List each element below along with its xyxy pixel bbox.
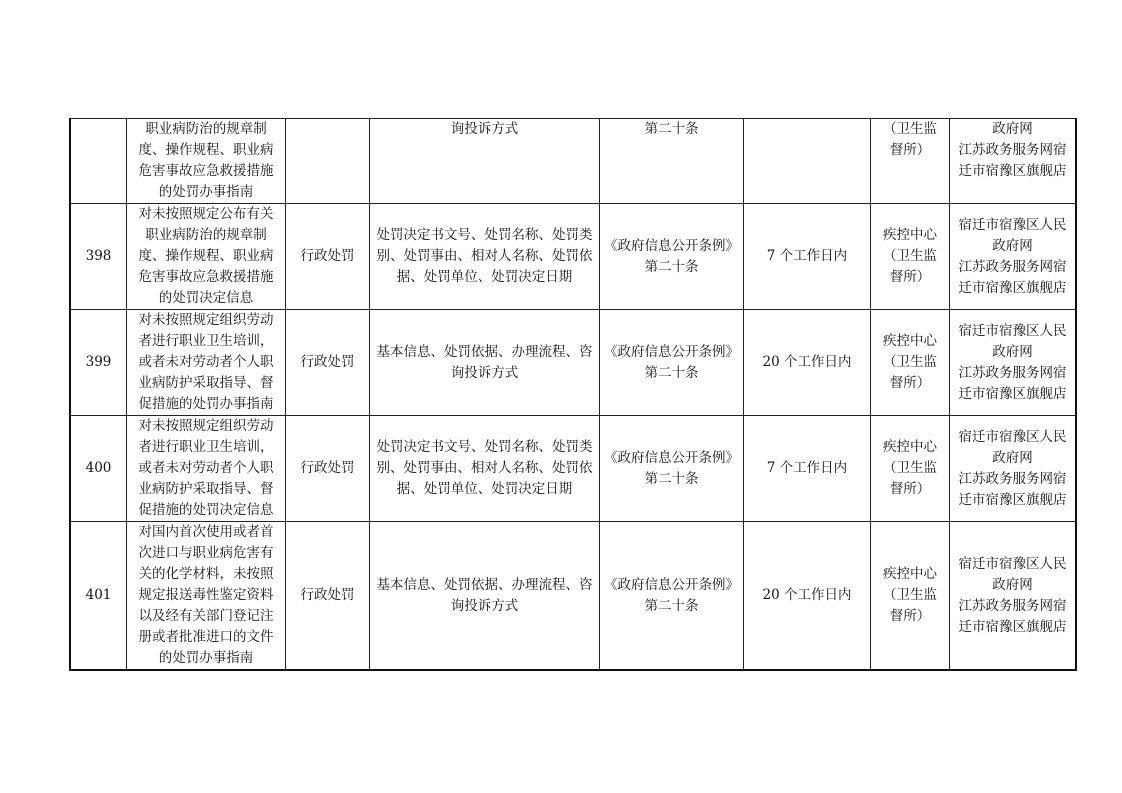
cell-line: 促措施的处罚办事指南 xyxy=(138,396,274,412)
cell-time-limit xyxy=(744,119,871,204)
cell-line: 迁市宿豫区旗舰店 xyxy=(958,491,1067,508)
cell-line: 迁市宿豫区旗舰店 xyxy=(958,163,1067,179)
cell-line: （卫生监 xyxy=(883,587,937,603)
cell-line: 疾控中心 xyxy=(883,566,937,582)
cell-line: 处罚决定书文号、处罚名称、处罚类 xyxy=(376,439,593,455)
cell-category: 行政处罚 xyxy=(286,204,370,310)
cell-item xyxy=(127,416,286,522)
cell-line: 江苏政务服务网宿 xyxy=(958,470,1067,487)
cell-line: 宿迁市宿豫区人民 xyxy=(958,216,1067,233)
cell-line: 迁市宿豫区旗舰店 xyxy=(958,385,1067,402)
cell-line: 第二十条 xyxy=(644,258,699,275)
cell-line: 册或者批准进口的文件 xyxy=(138,629,274,645)
cell-number: 400 xyxy=(70,416,127,522)
cell-responsible-body xyxy=(871,416,950,522)
cell-line: 的处罚办事指南 xyxy=(158,184,254,200)
cell-responsible-body xyxy=(871,522,950,671)
cell-channel xyxy=(950,310,1077,416)
cell-item xyxy=(127,204,286,310)
cell-category: 行政处罚 xyxy=(286,416,370,522)
cell-line: 督所） xyxy=(889,608,931,624)
cell-line: 危害事故应急救援措施 xyxy=(138,269,274,285)
cell-line: 第二十条 xyxy=(644,364,699,381)
cell-content xyxy=(370,522,600,671)
table-row xyxy=(70,310,1076,416)
cell-line: 江苏政务服务网宿 xyxy=(958,258,1067,275)
cell-line: 据、处罚单位、处罚决定日期 xyxy=(396,269,573,285)
cell-line: 督所） xyxy=(889,481,931,497)
table-body xyxy=(70,119,1076,671)
cell-line: 对未按照规定组织劳动 xyxy=(138,312,274,328)
cell-line: 基本信息、处罚依据、办理流程、咨 xyxy=(376,343,593,360)
table-row xyxy=(70,416,1076,522)
cell-line: 业病防护采取指导、督 xyxy=(138,481,274,497)
cell-category: 行政处罚 xyxy=(286,310,370,416)
cell-line: 宿迁市宿豫区人民 xyxy=(958,428,1067,445)
cell-line: 的处罚办事指南 xyxy=(158,650,254,666)
table-row xyxy=(70,522,1076,671)
cell-number: 399 xyxy=(70,310,127,416)
cell-line: 度、操作规程、职业病 xyxy=(138,248,274,264)
cell-line: 询投诉方式 xyxy=(450,121,519,137)
cell-line: 《政府信息公开条例》 xyxy=(604,449,739,466)
cell-line: （卫生监 xyxy=(883,354,937,370)
cell-line: 或者未对劳动者个人职 xyxy=(138,354,274,370)
cell-number xyxy=(70,119,127,204)
cell-channel xyxy=(950,119,1077,204)
cell-item xyxy=(127,310,286,416)
cell-line: 业病防护采取指导、督 xyxy=(138,375,274,391)
cell-line: 危害事故应急救援措施 xyxy=(138,163,274,179)
cell-line: 第二十条 xyxy=(644,597,699,614)
cell-basis xyxy=(600,416,744,522)
cell-line: 督所） xyxy=(889,142,931,158)
cell-line: 者进行职业卫生培训， xyxy=(138,333,274,349)
cell-line: 政府网 xyxy=(992,237,1033,254)
cell-line: 政府网 xyxy=(992,449,1033,466)
cell-line: 第二十条 xyxy=(644,121,699,137)
cell-line: 江苏政务服务网宿 xyxy=(958,597,1067,614)
cell-line: 询投诉方式 xyxy=(450,364,519,381)
cell-basis xyxy=(600,310,744,416)
cell-line: 政府网 xyxy=(992,121,1033,137)
cell-content xyxy=(370,119,600,204)
cell-basis xyxy=(600,522,744,671)
cell-time-limit: 7 个工作日内 xyxy=(744,204,871,310)
cell-line: 江苏政务服务网宿 xyxy=(958,364,1067,381)
cell-line: 疾控中心 xyxy=(883,333,937,349)
cell-number: 398 xyxy=(70,204,127,310)
cell-channel xyxy=(950,522,1077,671)
cell-line: 《政府信息公开条例》 xyxy=(604,576,739,593)
cell-line: 或者未对劳动者个人职 xyxy=(138,460,274,476)
cell-item xyxy=(127,119,286,204)
cell-line: 《政府信息公开条例》 xyxy=(604,237,739,254)
cell-time-limit: 7 个工作日内 xyxy=(744,416,871,522)
table-row xyxy=(70,119,1076,204)
cell-line: （卫生监 xyxy=(883,460,937,476)
cell-line: 疾控中心 xyxy=(883,227,937,243)
cell-number: 401 xyxy=(70,522,127,671)
cell-channel xyxy=(950,204,1077,310)
cell-line: 职业病防治的规章制 xyxy=(145,121,267,137)
cell-line: 对未按照规定公布有关 xyxy=(138,206,274,222)
cell-line: 以及经有关部门登记注 xyxy=(138,608,274,624)
cell-line: 督所） xyxy=(889,269,931,285)
cell-line: 督所） xyxy=(889,375,931,391)
cell-line: 职业病防治的规章制 xyxy=(145,227,267,243)
cell-line: 对国内首次使用或者首 xyxy=(138,524,274,540)
cell-responsible-body xyxy=(871,310,950,416)
table-row xyxy=(70,204,1076,310)
cell-item xyxy=(127,522,286,671)
cell-line: 规定报送毒性鉴定资料 xyxy=(138,587,274,603)
cell-line: 对未按照规定组织劳动 xyxy=(138,418,274,434)
cell-line: 宿迁市宿豫区人民 xyxy=(958,322,1067,339)
cell-line: 第二十条 xyxy=(644,470,699,487)
cell-line: 宿迁市宿豫区人民 xyxy=(958,555,1067,572)
cell-line: 迁市宿豫区旗舰店 xyxy=(958,618,1067,635)
cell-responsible-body xyxy=(871,204,950,310)
cell-category xyxy=(286,119,370,204)
cell-line: 别、处罚事由、相对人名称、处罚依 xyxy=(376,248,593,264)
cell-line: 度、操作规程、职业病 xyxy=(138,142,274,158)
cell-line: （卫生监 xyxy=(883,248,937,264)
cell-time-limit: 20 个工作日内 xyxy=(744,310,871,416)
cell-line: 的处罚决定信息 xyxy=(158,290,254,306)
cell-line: 疾控中心 xyxy=(883,439,937,455)
cell-line: 政府网 xyxy=(992,576,1033,593)
cell-basis xyxy=(600,204,744,310)
cell-line: 处罚决定书文号、处罚名称、处罚类 xyxy=(376,227,593,243)
cell-line: 别、处罚事由、相对人名称、处罚依 xyxy=(376,460,593,476)
cell-line: （卫生监 xyxy=(883,121,937,137)
cell-line: 政府网 xyxy=(992,343,1033,360)
cell-line: 迁市宿豫区旗舰店 xyxy=(958,279,1067,296)
cell-line: 次进口与职业病危害有 xyxy=(138,545,274,561)
cell-channel xyxy=(950,416,1077,522)
cell-content xyxy=(370,204,600,310)
cell-line: 者进行职业卫生培训， xyxy=(138,439,274,455)
cell-content xyxy=(370,310,600,416)
cell-time-limit: 20 个工作日内 xyxy=(744,522,871,671)
cell-line: 促措施的处罚决定信息 xyxy=(138,502,274,518)
cell-line: 关的化学材料，未按照 xyxy=(138,566,274,582)
cell-line: 基本信息、处罚依据、办理流程、咨 xyxy=(376,576,593,593)
cell-content xyxy=(370,416,600,522)
cell-line: 《政府信息公开条例》 xyxy=(604,343,739,360)
cell-line: 询投诉方式 xyxy=(450,597,519,614)
disclosure-table xyxy=(69,118,1077,671)
cell-line: 江苏政务服务网宿 xyxy=(958,142,1067,158)
cell-basis xyxy=(600,119,744,204)
cell-line: 据、处罚单位、处罚决定日期 xyxy=(396,481,573,497)
cell-category: 行政处罚 xyxy=(286,522,370,671)
cell-responsible-body xyxy=(871,119,950,204)
